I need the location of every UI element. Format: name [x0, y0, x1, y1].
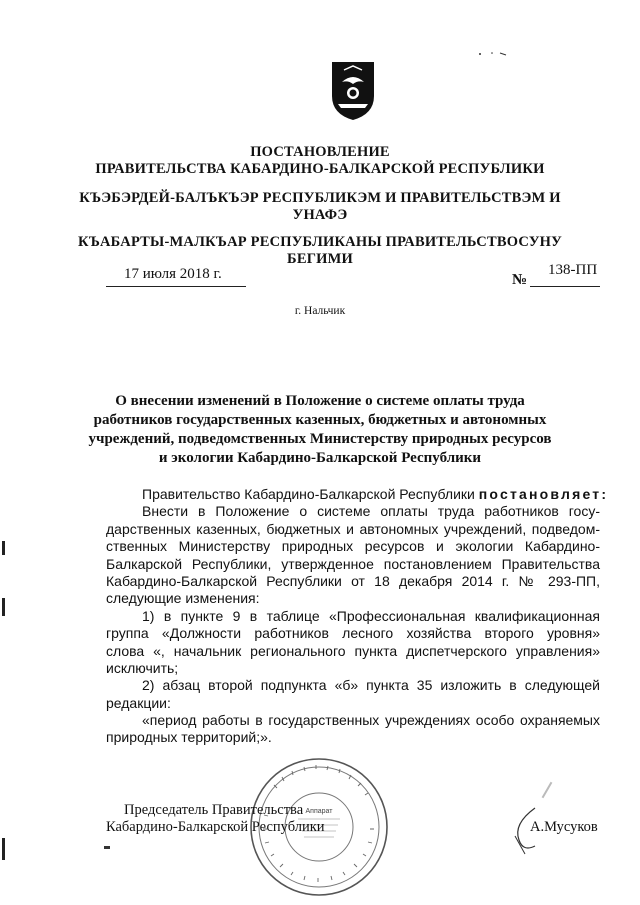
left-margin-mark	[2, 598, 5, 616]
government-kab-heading-line2: УНАФЭ	[292, 207, 348, 223]
decree-title-line3: учреждений, подведомственных Министерству природных ресурсов	[88, 431, 552, 447]
government-balk-heading-line1: КЪАБАРТЫ-МАЛКЪАР РЕСПУБЛИКАНЫ ПРАВИТЕЛЬСТВОСУНУ	[78, 234, 562, 250]
decree-number: 138-ПП	[548, 262, 598, 278]
para1-line6: следующие изменения:	[106, 590, 260, 607]
item2-line2: редакции:	[106, 694, 171, 711]
number-underline	[530, 286, 600, 287]
decree-body	[106, 486, 609, 747]
para1-line3: ственных Министерству природных ресурсов и экологии Кабардино-	[106, 538, 600, 555]
scan-marks	[478, 44, 508, 50]
quote-line2: природных территорий;».	[106, 729, 272, 746]
date-underline	[106, 286, 246, 287]
quote-line1: «период работы в государственных учреждениях особо охраняемых	[142, 712, 600, 729]
seal-center-text: Аппарат	[305, 808, 333, 815]
item1-line2: группа «Должности работников лесного хозяйства второго уровня»	[106, 625, 600, 642]
item1-line1: 1) в пункте 9 в таблице «Профессиональная квалификационная	[142, 607, 600, 624]
signatory-name: А.Мусуков	[530, 819, 598, 835]
item2-line1: 2) абзац второй подпункта «б» пункта 35 изложить в следующей	[142, 677, 600, 694]
para1-line4: Балкарской Республики, утвержденное постановлением Правительства	[106, 555, 600, 572]
number-sign: №	[512, 272, 528, 288]
decree-title-line2: работников государственных казенных, бюджетных и автономных	[93, 412, 547, 428]
para1-line5: Кабардино-Балкарской Республики от 18 декабря 2014 г. № 293-ПП,	[106, 572, 600, 589]
government-balk-heading-line2: БЕГИМИ	[287, 251, 353, 267]
signatory-title-line1: Председатель Правительства	[124, 802, 304, 818]
government-ru-heading: ПРАВИТЕЛЬСТВА КАБАРДИНО-БАЛКАРСКОЙ РЕСПУБЛИКИ	[95, 161, 545, 177]
decree-preamble	[106, 486, 609, 503]
coat-of-arms-emblem	[328, 60, 378, 122]
preamble-text: Правительство Кабардино-Балкарской Республики	[142, 486, 479, 502]
scan-speck	[542, 782, 553, 799]
left-margin-mark	[2, 541, 5, 555]
decree-title-line1: О внесении изменений в Положение о системе оплаты труда	[115, 393, 525, 409]
city-name: г. Нальчик	[294, 305, 346, 317]
item1-line4: исключить;	[106, 659, 179, 676]
decree-verb: постановляет:	[478, 486, 609, 502]
item1-line3: слова «, начальник регионального пункта диспетчерского управления»	[106, 642, 600, 659]
decree-title-line4: и экологии Кабардино-Балкарской Республики	[158, 450, 482, 466]
scan-speck	[104, 846, 110, 849]
decree-date: 17 июля 2018 г.	[124, 266, 222, 282]
left-margin-mark	[2, 838, 5, 860]
para1-line2: дарственных казенных, бюджетных и автономных учреждений, подведом-	[106, 520, 600, 537]
doc-type-heading: ПОСТАНОВЛЕНИЕ	[250, 144, 390, 160]
handwritten-signature	[505, 806, 545, 856]
signatory-title-line2: Кабардино-Балкарской Республики	[106, 819, 325, 835]
government-kab-heading-line1: КЪЭБЭРДЕЙ-БАЛЪКЪЭР РЕСПУБЛИКЭМ И ПРАВИТЕЛЬСТВЭМ И	[79, 190, 561, 206]
para1-line1: Внести в Положение о системе оплаты труда работников госу-	[142, 503, 600, 520]
